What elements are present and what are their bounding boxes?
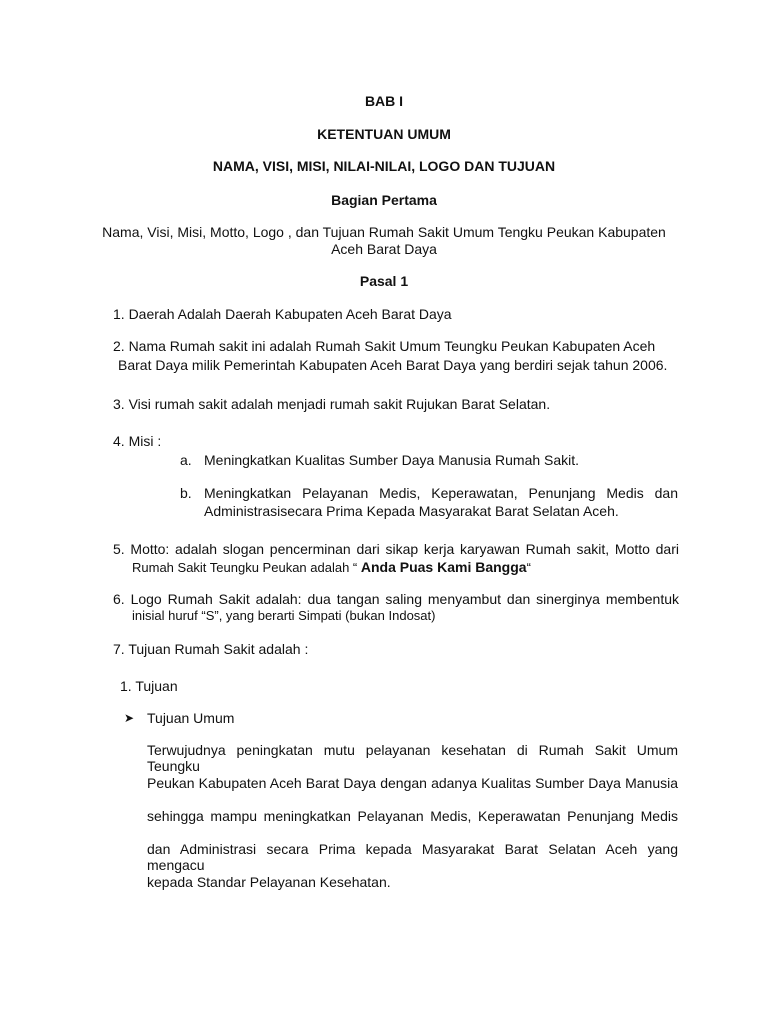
motto-close-quote: “: [526, 560, 531, 575]
list-item-6-line-1: 6. Logo Rumah Sakit adalah: dua tangan saling menyambut dan sinerginya membentuk: [113, 591, 679, 607]
intro-line-1: Nama, Visi, Misi, Motto, Logo , dan Tujuan Rumah Sakit Umum Tengku Peukan Kabupaten: [102, 224, 666, 240]
tujuan-para-line-1: Terwujudnya peningkatan mutu pelayanan kesehatan di Rumah Sakit Umum Teungku: [147, 742, 678, 774]
misi-a-text: Meningkatkan Kualitas Sumber Daya Manusia Rumah Sakit.: [204, 452, 580, 468]
list-item-4: 4. Misi :: [113, 433, 162, 449]
intro-line-2: Aceh Barat Daya: [331, 241, 437, 257]
tujuan-para-line-5: kepada Standar Pelayanan Kesehatan.: [147, 874, 391, 890]
misi-b-line-2: Administrasisecara Prima Kepada Masyarakat Barat Selatan Aceh.: [204, 503, 619, 519]
tujuan-para-line-4: dan Administrasi secara Prima kepada Masyarakat Barat Selatan Aceh yang mengacu: [147, 841, 678, 873]
list-item-6-line-2: inisial huruf “S”, yang berarti Simpati (bukan Indosat): [132, 608, 436, 623]
list-item-2-line-1: 2. Nama Rumah sakit ini adalah Rumah Sakit Umum Teungku Peukan Kabupaten Aceh: [113, 338, 656, 354]
list-item-5-line-2: [132, 559, 531, 575]
tujuan-para-line-3: sehingga mampu meningkatkan Pelayanan Medis, Keperawatan Penunjang Medis: [147, 808, 678, 824]
tujuan-heading: 1. Tujuan: [120, 678, 178, 694]
section-title: NAMA, VISI, MISI, NILAI-NILAI, LOGO DAN TUJUAN: [212, 158, 556, 174]
tujuan-umum-label: Tujuan Umum: [147, 710, 235, 726]
list-item-2-line-2: Barat Daya milik Pemerintah Kabupaten Aceh Barat Daya yang berdiri sejak tahun 2006.: [118, 357, 668, 373]
part-title: Bagian Pertama: [331, 192, 437, 208]
list-item-1: 1. Daerah Adalah Daerah Kabupaten Aceh Barat Daya: [113, 306, 452, 322]
list-item-5-line-1: 5. Motto: adalah slogan pencerminan dari sikap kerja karyawan Rumah sakit, Motto dari: [113, 541, 679, 557]
misi-b-marker: b.: [180, 485, 192, 501]
article-title: Pasal 1: [359, 273, 409, 289]
arrowhead-bullet-icon: ➤: [124, 711, 135, 725]
misi-b-line-1: Meningkatkan Pelayanan Medis, Keperawatan, Penunjang Medis dan: [204, 485, 678, 501]
misi-a-marker: a.: [180, 452, 192, 468]
chapter-title: BAB I: [364, 93, 404, 109]
motto-text: Anda Puas Kami Bangga: [360, 559, 527, 575]
list-item-3: 3. Visi rumah sakit adalah menjadi rumah sakit Rujukan Barat Selatan.: [113, 396, 551, 412]
chapter-subtitle: KETENTUAN UMUM: [317, 126, 451, 142]
list-item-7: 7. Tujuan Rumah Sakit adalah :: [113, 641, 309, 657]
motto-intro: Rumah Sakit Teungku Peukan adalah “: [132, 560, 361, 575]
tujuan-para-line-2: Peukan Kabupaten Aceh Barat Daya dengan adanya Kualitas Sumber Daya Manusia: [147, 775, 678, 791]
